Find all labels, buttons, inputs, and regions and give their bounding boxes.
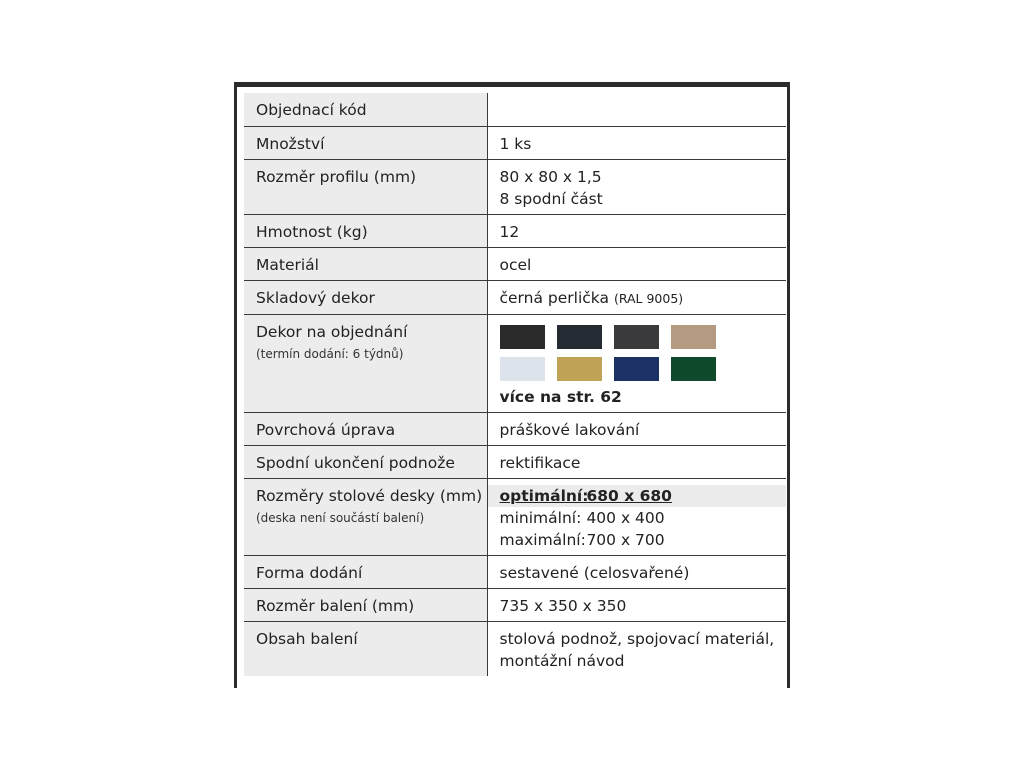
table-row (244, 214, 786, 247)
color-swatch (557, 325, 602, 349)
row-label: Množství (244, 126, 487, 159)
optimal-key: optimální: (499, 486, 589, 505)
row-label: Objednací kód (244, 93, 487, 126)
row-label: Skladový dekor (244, 280, 487, 314)
row-value-cell (487, 621, 786, 676)
spec-table-frame (234, 82, 790, 688)
minimal-value: 400 x 400 (586, 508, 665, 527)
table-row (244, 621, 786, 676)
table-row (244, 93, 786, 126)
color-swatch (500, 357, 545, 381)
spec-table (244, 93, 786, 676)
row-label-cell (244, 478, 487, 555)
color-swatch (671, 357, 716, 381)
row-value: ocel (487, 247, 786, 280)
row-value: práškové lakování (487, 412, 786, 445)
row-value: 8 spodní část (499, 189, 603, 208)
row-value: 12 (487, 214, 786, 247)
row-value: 80 x 80 x 1,5 (499, 167, 602, 186)
row-value: stolová podnož, spojovací materiál, (499, 629, 775, 648)
row-value: rektifikace (487, 445, 786, 478)
ral-note: (RAL 9005) (613, 290, 684, 306)
row-value: sestavené (celosvařené) (487, 555, 786, 588)
row-value: černá perlička (499, 288, 609, 307)
optimal-dimension (488, 485, 787, 507)
optimal-value: 680 x 680 (586, 486, 672, 505)
table-row (244, 247, 786, 280)
table-row (244, 555, 786, 588)
row-sublabel: (termín dodání: 6 týdnů) (256, 346, 404, 361)
table-row (244, 478, 786, 555)
table-row (244, 588, 786, 621)
minimal-dimension (500, 507, 787, 529)
maximal-dimension (500, 529, 787, 551)
row-value-cell (487, 314, 786, 412)
row-value-cell (487, 159, 786, 214)
row-sublabel: (deska není součástí balení) (256, 510, 425, 525)
color-swatch (614, 325, 659, 349)
row-label: Povrchová úprava (244, 412, 487, 445)
row-value: 1 ks (487, 126, 786, 159)
table-row (244, 412, 786, 445)
maximal-key: maximální: (499, 530, 586, 549)
row-value: montážní návod (499, 651, 625, 670)
table-row (244, 280, 786, 314)
color-swatch (557, 357, 602, 381)
row-label: Forma dodání (244, 555, 487, 588)
row-label: Rozměr profilu (mm) (244, 159, 487, 214)
row-label: Dekor na objednání (256, 322, 408, 341)
table-row (244, 314, 786, 412)
maximal-value: 700 x 700 (586, 530, 665, 549)
color-swatch (614, 357, 659, 381)
more-decors-text: více na str. 62 (499, 387, 622, 406)
color-swatch (671, 325, 716, 349)
minimal-key: minimální: (499, 508, 582, 527)
row-label: Rozměry stolové desky (mm) (256, 486, 483, 505)
table-row (244, 126, 786, 159)
row-value-cell (487, 478, 786, 555)
row-value (487, 93, 786, 126)
row-label: Spodní ukončení podnože (244, 445, 487, 478)
row-label-cell (244, 314, 487, 412)
color-swatch (500, 325, 545, 349)
row-value-cell (487, 280, 786, 314)
color-swatches (500, 325, 787, 381)
row-label: Rozměr balení (mm) (244, 588, 487, 621)
table-row (244, 159, 786, 214)
row-label: Obsah balení (244, 621, 487, 676)
row-label: Hmotnost (kg) (244, 214, 487, 247)
row-label: Materiál (244, 247, 487, 280)
table-row (244, 445, 786, 478)
row-value: 735 x 350 x 350 (487, 588, 786, 621)
